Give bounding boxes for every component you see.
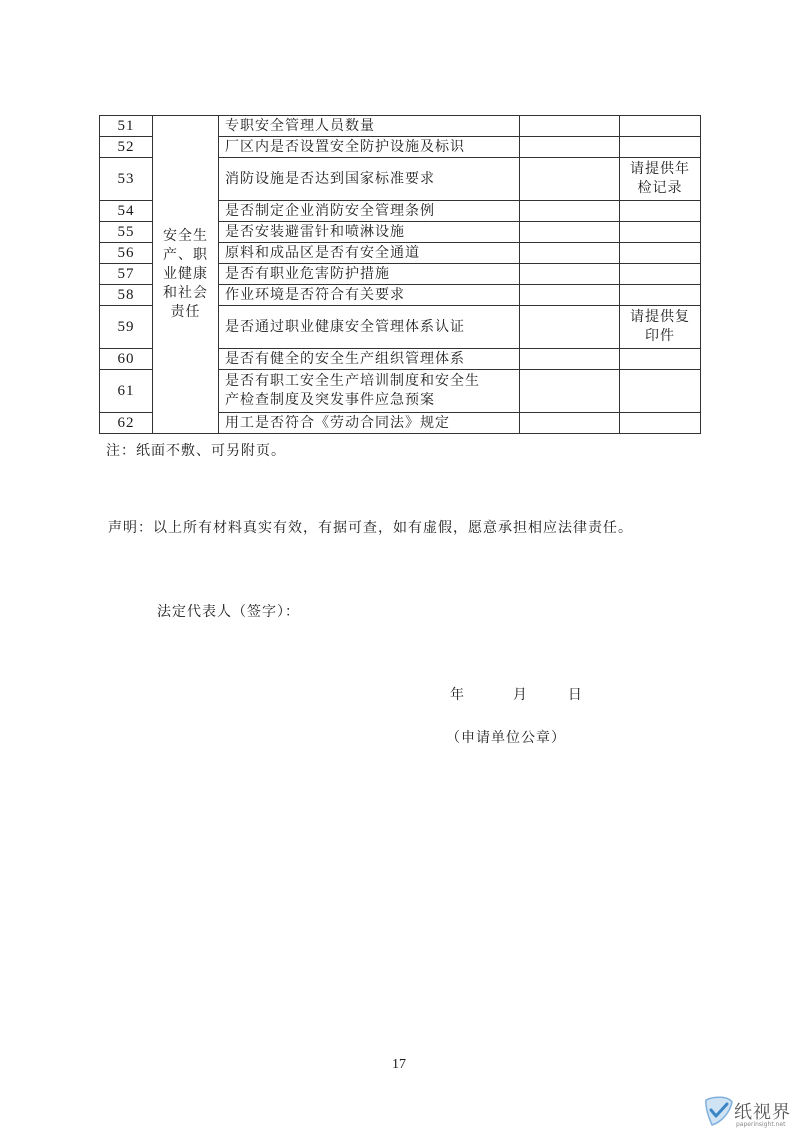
row-number: 58	[100, 285, 153, 306]
checklist-table	[99, 115, 701, 434]
row-number: 56	[100, 243, 153, 264]
answer-cell	[520, 222, 620, 243]
category-line: 安全生	[163, 228, 208, 244]
remark-cell	[620, 370, 701, 413]
category-line: 和社会	[163, 285, 208, 301]
check-item: 作业环境是否符合有关要求	[219, 285, 520, 306]
row-number: 53	[100, 158, 153, 201]
watermark-url: paperinsight.net	[736, 1121, 786, 1128]
date-line	[450, 684, 582, 704]
answer-cell	[520, 370, 620, 413]
answer-cell	[520, 137, 620, 158]
category-line: 产、职	[163, 247, 208, 263]
page-number: 17	[392, 1057, 406, 1072]
answer-cell	[520, 116, 620, 137]
answer-cell	[520, 158, 620, 201]
remark-cell	[620, 201, 701, 222]
remark-cell	[620, 285, 701, 306]
remark-line: 请提供复	[630, 309, 690, 325]
answer-cell	[520, 306, 620, 349]
category-line: 责任	[170, 304, 201, 320]
category-line: 业健康	[163, 266, 208, 282]
remark-cell	[620, 349, 701, 370]
remark-line: 请提供年	[630, 161, 690, 177]
check-item: 是否安装避雷针和喷淋设施	[219, 222, 520, 243]
date-year-label: 年	[450, 687, 464, 703]
row-number: 60	[100, 349, 153, 370]
answer-cell	[520, 413, 620, 434]
remark-cell	[620, 137, 701, 158]
paperinsight-logo-icon	[700, 1094, 736, 1128]
check-item: 是否有健全的安全生产组织管理体系	[219, 349, 520, 370]
table-row	[100, 116, 701, 137]
remark-cell	[620, 264, 701, 285]
check-item: 厂区内是否设置安全防护设施及标识	[219, 137, 520, 158]
watermark	[700, 1094, 800, 1130]
watermark-brand: 纸视界	[734, 1102, 791, 1123]
table-note: 注：纸面不敷、可另附页。	[106, 443, 286, 459]
remark-line: 检记录	[637, 180, 683, 196]
row-number: 52	[100, 137, 153, 158]
check-item: 消防设施是否达到国家标准要求	[219, 158, 520, 201]
answer-cell	[520, 349, 620, 370]
check-item: 用工是否符合《劳动合同法》规定	[219, 413, 520, 434]
check-item: 是否通过职业健康安全管理体系认证	[219, 306, 520, 349]
remark-cell	[620, 222, 701, 243]
check-item: 原料和成品区是否有安全通道	[219, 243, 520, 264]
remark-cell	[620, 413, 701, 434]
remark-cell	[620, 158, 701, 201]
check-item: 专职安全管理人员数量	[219, 116, 520, 137]
remark-line: 印件	[645, 328, 675, 344]
category-cell	[153, 116, 219, 434]
company-seal-label: （申请单位公章）	[446, 730, 566, 746]
remark-cell	[620, 243, 701, 264]
check-item	[219, 370, 520, 413]
legal-representative-signature-label: 法定代表人（签字）：	[157, 604, 300, 620]
remark-cell	[620, 306, 701, 349]
row-number: 51	[100, 116, 153, 137]
answer-cell	[520, 201, 620, 222]
remark-cell	[620, 116, 701, 137]
row-number: 54	[100, 201, 153, 222]
declaration-text: 声明：以上所有材料真实有效，有据可查，如有虚假，愿意承担相应法律责任。	[108, 520, 633, 536]
row-number: 57	[100, 264, 153, 285]
row-number: 59	[100, 306, 153, 349]
check-item-line: 是否有职工安全生产培训制度和安全生	[225, 373, 480, 389]
check-item: 是否制定企业消防安全管理条例	[219, 201, 520, 222]
row-number: 61	[100, 370, 153, 413]
row-number: 62	[100, 413, 153, 434]
date-day-label: 日	[567, 687, 582, 703]
row-number: 55	[100, 222, 153, 243]
check-item: 是否有职业危害防护措施	[219, 264, 520, 285]
answer-cell	[520, 264, 620, 285]
answer-cell	[520, 285, 620, 306]
answer-cell	[520, 243, 620, 264]
check-item-line: 产检查制度及突发事件应急预案	[225, 392, 435, 408]
date-month-label: 月	[512, 687, 527, 703]
